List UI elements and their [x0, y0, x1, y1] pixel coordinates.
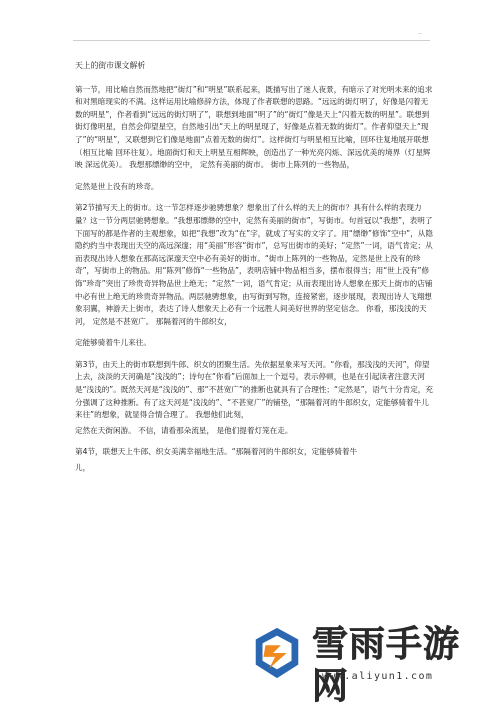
watermark-title: 雪雨手游网	[312, 624, 461, 707]
paragraph-4-tail: 儿，	[75, 463, 91, 473]
header-mark: ··	[418, 31, 422, 38]
watermark-url: www.aliyun1.com	[322, 671, 434, 682]
paragraph-2-tail: 定能够骑着牛儿来往。	[75, 338, 151, 348]
document-title: 天上的街市课文解析	[75, 61, 146, 70]
paragraph-3: 第3节，由天上的街市联想到牛郎、织女的团聚生活。先依据星象来写天河。“你看，那浅浅的天河”，仰望上去，淡淡的天河确是“浅浅的”；诗句在“你看”后面加上一个逗号，表示停顿，也是在引起读者注意天河是“浅浅的”。既然天河是“浅浅的”、那“不甚宽广”的推断也就具有了合理性；“定然是”，语气十分肯定，充分强调了这种推断。有了这天河是“浅浅的”、“不甚宽广”的铺垫，“那隔着河的牛郎织女，定能够骑着牛儿来往”的想象，就显得合情合理了。 我想他们此刻，	[75, 359, 433, 420]
document-body	[75, 60, 433, 484]
site-watermark	[248, 618, 488, 707]
paragraph-1-tail: 定然是世上没有的珍奇。	[75, 181, 159, 191]
site-logo-icon	[248, 624, 306, 682]
paragraph-2: 第2节描写天上的街市。这一节怎样逐步驰骋想象？想象出了什么样的天上的街市？具有什么样的表现力量？这一节分两层驰骋想象。“我想那缥缈的空中，定然有美丽的街市”，写街市。句首冠以“我想”，表明了下面写的都是作者的主观想象，如把“我想”改为“在”字，就成了写实的文字了。用“缥缈”修饰“空中”，从隐隐约约当中表现出天空的高远深邃；用“美丽”形容“街市”，总写出街市的美好；“定然”一词，语气肯定；从而表现出诗人想象在那高远深邃天空中必有美好的街市。“街市上陈列的一些物品，定然是世上没有的珍奇”，写街市上的物品。用“陈列”修饰“一些物品”，表明店铺中物品相当多，摆布很得当；用“世上没有”修饰“珍奇”突出了珍贵奇异物品世上绝无；“定然”一词，语气肯定；从而表现出诗人想象在那天上街市的店铺中必有世上绝无的珍贵奇异物品。两层驰骋想象，由写街到写物，连接紧密，逐步展现，表现出诗人飞翔想象羽翼，神游天上街市，表达了诗人想象天上必有一个远胜人间美好世界的坚定信念。 你看，那浅浅的天河， 定然是不甚宽广。 那隔着河的牛郎织女，	[75, 203, 433, 326]
paragraph-1: 第一节，用比喻自然而然地把“街灯”和“明星”联系起来，既描写出了迷人夜景，有暗示了对光明未来的追求和对黑暗现实的不满。这样运用比喻修辞方法，体现了作者联想的思路。“远远的街灯明了，好像是闪着无数的明星”，作者看到“远远的街灯明了”，联想到地面“明了”的“街灯”像是天上“闪着无数的明星”。联想到街灯像明星，自然会仰望星空，自然地引出“天上的明星现了，好像是点着无数的街灯”。作者仰望天上“现了”的“明星”，又联想到它们像是地面“点着无数的街灯”。这样街灯与明星相互比喻，回环往复地展开联想（相互比喻 回环往复）。地面街灯和天上明星互相辉映，创造出了一种光亮闪烁、深远优美的境界（灯星辉映 深远优美）。 我想那缥缈的空中， 定然有美丽的街市。 街市上陈列的一些物品，	[75, 84, 433, 170]
header-rule	[73, 40, 430, 41]
paragraph-3-tail: 定然在天街闲游。 不信，请看那朵流星， 是他们提着灯笼在走。	[75, 425, 293, 435]
paragraph-4: 第4节，联想天上牛郎、织女美满幸福地生活。“那隔着河的牛郎织女，定能够骑着牛	[75, 447, 358, 457]
